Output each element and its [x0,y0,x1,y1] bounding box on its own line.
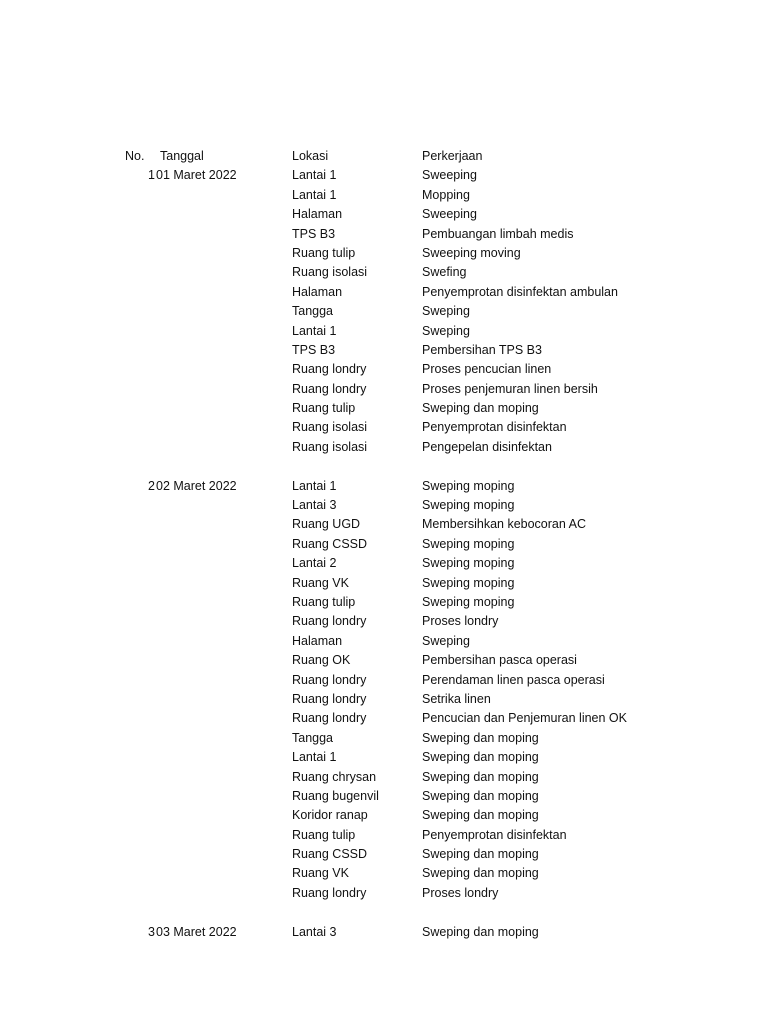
row-lokasi: Ruang OK [292,653,351,668]
row-lokasi: Lantai 3 [292,924,337,939]
row-perkerjaan: Pencucian dan Penjemuran linen OK [422,711,627,726]
table-row [0,496,768,515]
row-lokasi: Ruang londry [292,614,367,629]
row-lokasi: TPS B3 [292,226,336,241]
row-perkerjaan: Sweeping moving [422,245,521,260]
row-lokasi: Tangga [292,730,334,745]
table-row [0,205,768,224]
row-perkerjaan: Setrika linen [422,691,491,706]
header-no: No. [125,149,145,163]
row-perkerjaan: Sweeping [422,168,477,183]
row-perkerjaan: Sweping [422,633,470,648]
row-lokasi: Ruang CSSD [292,847,368,862]
table-row [0,515,768,534]
row-lokasi: Ruang tulip [292,594,356,609]
table-row [0,671,768,690]
table-row [0,283,768,302]
row-perkerjaan: Sweeping [422,207,477,222]
row-perkerjaan: Proses pencucian linen [422,362,552,377]
row-lokasi: Ruang VK [292,575,349,590]
table-row [0,651,768,670]
row-lokasi: Ruang isolasi [292,439,368,454]
table-row [0,399,768,418]
row-date: 01 Maret 2022 [156,168,237,183]
row-lokasi: Halaman [292,207,343,222]
row-lokasi: Halaman [292,284,343,299]
row-lokasi: Lantai 1 [292,478,337,493]
row-perkerjaan: Sweping dan moping [422,730,539,745]
row-perkerjaan: Sweping moping [422,536,515,551]
row-lokasi: Ruang VK [292,866,349,881]
table-row [0,864,768,883]
row-lokasi: Tangga [292,304,334,319]
row-perkerjaan: Sweping moping [422,575,515,590]
row-perkerjaan: Pembersihan TPS B3 [422,342,542,357]
row-perkerjaan: Proses penjemuran linen bersih [422,381,598,396]
table-row [0,612,768,631]
row-lokasi: Lantai 2 [292,556,337,571]
row-lokasi: Lantai 1 [292,187,337,202]
row-lokasi: Lantai 1 [292,168,337,183]
row-perkerjaan: Sweping dan moping [422,808,539,823]
row-lokasi: Ruang londry [292,362,367,377]
row-perkerjaan: Sweping dan moping [422,924,539,939]
row-perkerjaan: Sweping moping [422,594,515,609]
row-perkerjaan: Sweping dan moping [422,788,539,803]
worksheet [0,147,768,942]
row-lokasi: Ruang londry [292,711,367,726]
row-lokasi: Ruang londry [292,381,367,396]
row-perkerjaan: Proses londry [422,885,499,900]
row-lokasi: Lantai 3 [292,498,337,513]
table-row [0,748,768,767]
table-row [0,225,768,244]
row-perkerjaan: Sweping moping [422,478,515,493]
row-perkerjaan: Swefing [422,265,467,280]
table-row [0,322,768,341]
row-lokasi: Ruang isolasi [292,265,368,280]
row-perkerjaan: Sweping dan moping [422,769,539,784]
row-lokasi: Lantai 1 [292,750,337,765]
row-perkerjaan: Pembersihan pasca operasi [422,653,577,668]
row-perkerjaan: Sweping moping [422,498,515,513]
row-lokasi: Ruang UGD [292,517,361,532]
header-row [0,147,768,166]
row-lokasi: Lantai 1 [292,323,337,338]
table-row [0,632,768,651]
row-perkerjaan: Sweping dan moping [422,750,539,765]
row-perkerjaan: Sweping moping [422,556,515,571]
row-perkerjaan: Membersihkan kebocoran AC [422,517,586,532]
row-lokasi: Ruang londry [292,885,367,900]
row-lokasi: Ruang bugenvil [292,788,379,803]
row-perkerjaan: Sweping [422,323,470,338]
table-row [0,341,768,360]
table-row [0,729,768,748]
table-row [0,438,768,457]
table-body [0,166,768,942]
row-lokasi: Ruang tulip [292,401,356,416]
table-row [0,574,768,593]
row-lokasi: TPS B3 [292,342,336,357]
header-perkerjaan: Perkerjaan [422,149,483,163]
table-row [0,380,768,399]
table-row [0,166,768,185]
table-row [0,709,768,728]
table-row [0,826,768,845]
row-perkerjaan: Sweping dan moping [422,847,539,862]
row-lokasi: Ruang chrysan [292,769,377,784]
blank-row [0,457,768,476]
table-row [0,923,768,942]
table-row [0,186,768,205]
row-perkerjaan: Penyemprotan disinfektan [422,420,567,435]
row-lokasi: Ruang CSSD [292,536,368,551]
table-row [0,593,768,612]
row-lokasi: Ruang isolasi [292,420,368,435]
table-row [0,244,768,263]
row-lokasi: Ruang tulip [292,245,356,260]
row-lokasi: Koridor ranap [292,808,368,823]
row-perkerjaan: Pembuangan limbah medis [422,226,574,241]
blank-row [0,903,768,922]
row-date: 02 Maret 2022 [156,478,237,493]
table-row [0,845,768,864]
row-perkerjaan: Proses londry [422,614,499,629]
row-perkerjaan: Penyemprotan disinfektan ambulan [422,284,618,299]
header-lokasi: Lokasi [292,149,329,163]
row-lokasi: Ruang tulip [292,827,356,842]
table-row [0,418,768,437]
row-date: 03 Maret 2022 [156,924,237,939]
table-row [0,360,768,379]
row-perkerjaan: Sweping dan moping [422,401,539,416]
table-row [0,263,768,282]
row-perkerjaan: Sweping [422,304,470,319]
row-lokasi: Ruang londry [292,691,367,706]
row-number: 3 [148,924,155,939]
table-row [0,477,768,496]
table-row [0,787,768,806]
row-number: 2 [148,478,155,493]
row-perkerjaan: Mopping [422,187,470,202]
table-row [0,768,768,787]
row-perkerjaan: Penyemprotan disinfektan [422,827,567,842]
header-tanggal: Tanggal [160,149,204,163]
table-row [0,690,768,709]
row-perkerjaan: Perendaman linen pasca operasi [422,672,605,687]
table-row [0,554,768,573]
row-perkerjaan: Sweping dan moping [422,866,539,881]
row-perkerjaan: Pengepelan disinfektan [422,439,552,454]
table-row [0,806,768,825]
table-row [0,302,768,321]
table-row [0,884,768,903]
row-lokasi: Halaman [292,633,343,648]
row-number: 1 [148,168,155,183]
table-row [0,535,768,554]
row-lokasi: Ruang londry [292,672,367,687]
